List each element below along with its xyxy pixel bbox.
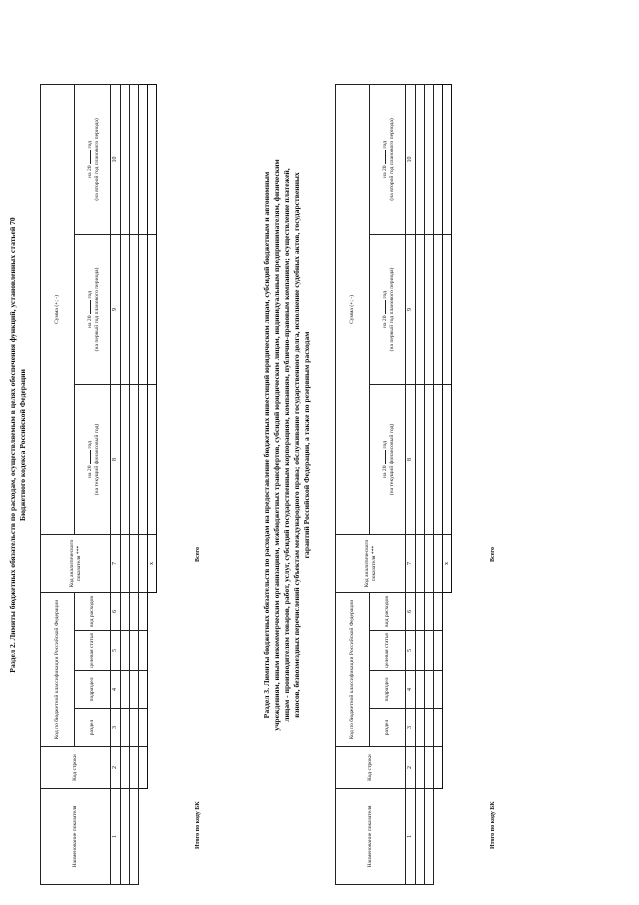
- col-analytic-header: Код аналитического показателя ***: [41, 534, 111, 592]
- col-number: 3: [406, 709, 416, 747]
- col-bk-group-header: Код по бюджетной классификации Российской Федерации: [41, 592, 75, 746]
- section3-title-line5: гарантий Российской Федерации, а также по резервным расходам: [302, 331, 311, 559]
- year-prefix: на 20: [381, 465, 388, 478]
- section2-title: [8, 45, 28, 845]
- year-suffix: год: [381, 441, 388, 449]
- year-blank: [85, 450, 91, 464]
- col-number: 5: [406, 631, 416, 671]
- table-row: [416, 84, 425, 884]
- section2-table: [40, 84, 157, 885]
- col-number: 2: [406, 747, 416, 789]
- col-number: 7: [406, 534, 416, 592]
- col-number: 1: [111, 789, 121, 885]
- section3-title: [262, 45, 312, 845]
- year-suffix: год: [86, 441, 93, 449]
- table-row: [121, 84, 130, 884]
- col-analytic-header: Код аналитического показателя ***: [336, 534, 406, 592]
- section2-title-line2: Бюджетного кодекса Российской Федерации: [18, 369, 27, 521]
- totals-all-row: [443, 84, 452, 884]
- col-number: 1: [406, 789, 416, 885]
- col-subsection-header: подраздел: [75, 671, 111, 709]
- col-row-code-header: Код строки: [336, 747, 406, 789]
- totals-kbk-row: [434, 84, 443, 884]
- col-name-header: Наименование показателя: [336, 789, 406, 885]
- section3-table: [335, 84, 452, 885]
- col-number: 4: [111, 671, 121, 709]
- year-blank: [85, 300, 91, 314]
- year-prefix: на 20: [86, 315, 93, 328]
- section2-totals-all-label: Всего: [195, 547, 201, 562]
- current-year-note: (на текущий финансовый год): [388, 423, 395, 496]
- col-first-plan-header: [75, 234, 111, 384]
- col-exptype-header: вид расходов: [370, 592, 406, 630]
- col-number: 6: [111, 592, 121, 630]
- totals-all-row: [148, 84, 157, 884]
- totals-kbk-row: [139, 84, 148, 884]
- first-plan-note: (на первый год планового периода): [93, 267, 100, 352]
- current-year-note: (на текущий финансовый год): [93, 423, 100, 496]
- x-mark: x: [148, 534, 157, 592]
- section2-totals-kbk-label: Итого по коду БК: [195, 801, 201, 849]
- col-number: 5: [111, 631, 121, 671]
- col-sum-group-header: Сумма (+; -): [336, 84, 370, 534]
- column-numbers-row: [406, 84, 416, 884]
- col-number: 9: [406, 234, 416, 384]
- section3-totals-all-label: Всего: [490, 547, 496, 562]
- col-second-plan-header: [370, 84, 406, 234]
- table-row: [425, 84, 434, 884]
- col-number: 8: [406, 384, 416, 534]
- second-plan-note: (на второй год планового периода): [93, 118, 100, 201]
- col-number: 2: [111, 747, 121, 789]
- col-row-code-header: Код строки: [41, 747, 111, 789]
- col-current-year-header: [370, 384, 406, 534]
- col-number: 4: [406, 671, 416, 709]
- year-suffix: год: [86, 291, 93, 299]
- section2-title-line1: Раздел 2. Лимиты бюджетных обязательств по расходам, осуществляемым в целях обеспечения функций, установленных статьей 70: [8, 217, 17, 673]
- section3-title-line4: взносов, безвозмездных перечислений субъектам международного права; обслуживание государственного долга, исполнение судебных актов, государственных: [292, 172, 301, 718]
- col-first-plan-header: [370, 234, 406, 384]
- year-blank: [380, 300, 386, 314]
- section3-title-line2: учреждениям, иным некоммерческим организациям, межбюджетных трансфертов, субсидий юридическим лицам, индивидуальным предпринимателям, физическим: [272, 159, 281, 731]
- year-prefix: на 20: [86, 465, 93, 478]
- year-suffix: год: [381, 141, 388, 149]
- col-number: 6: [406, 592, 416, 630]
- col-number: 10: [111, 84, 121, 234]
- section3-totals-kbk-label: Итого по коду БК: [490, 801, 496, 849]
- col-second-plan-header: [75, 84, 111, 234]
- column-numbers-row: [111, 84, 121, 884]
- x-mark: x: [443, 534, 452, 592]
- col-number: 8: [111, 384, 121, 534]
- col-bk-group-header: Код по бюджетной классификации Российской Федерации: [336, 592, 370, 746]
- col-current-year-header: [75, 384, 111, 534]
- col-number: 9: [111, 234, 121, 384]
- col-target-header: целевая статья: [370, 631, 406, 671]
- col-sum-group-header: Сумма (+; -): [41, 84, 75, 534]
- first-plan-note: (на первый год планового периода): [388, 267, 395, 352]
- col-name-header: Наименование показателя: [41, 789, 111, 885]
- col-number: 10: [406, 84, 416, 234]
- table-row: [130, 84, 139, 884]
- year-blank: [85, 150, 91, 164]
- year-blank: [380, 450, 386, 464]
- year-suffix: год: [86, 141, 93, 149]
- year-suffix: год: [381, 291, 388, 299]
- section3-title-line1: Раздел 3. Лимиты бюджетных обязательств по расходам на предоставление бюджетных инвестиций юридическим лицам, субсидий бюджетным и автономным: [262, 171, 271, 719]
- col-target-header: целевая статья: [75, 631, 111, 671]
- col-number: 7: [111, 534, 121, 592]
- col-section-header: раздел: [75, 709, 111, 747]
- year-prefix: на 20: [381, 315, 388, 328]
- col-exptype-header: вид расходов: [75, 592, 111, 630]
- section3-title-line3: лицам - производителям товаров, работ, услуг, субсидий государственным корпорациям, компаниям, публично-правовым компаниям; осуществление платежей,: [282, 168, 291, 722]
- year-prefix: на 20: [86, 165, 93, 178]
- second-plan-note: (на второй год планового периода): [388, 118, 395, 201]
- year-prefix: на 20: [381, 165, 388, 178]
- col-number: 3: [111, 709, 121, 747]
- col-section-header: раздел: [370, 709, 406, 747]
- year-blank: [380, 150, 386, 164]
- col-subsection-header: подраздел: [370, 671, 406, 709]
